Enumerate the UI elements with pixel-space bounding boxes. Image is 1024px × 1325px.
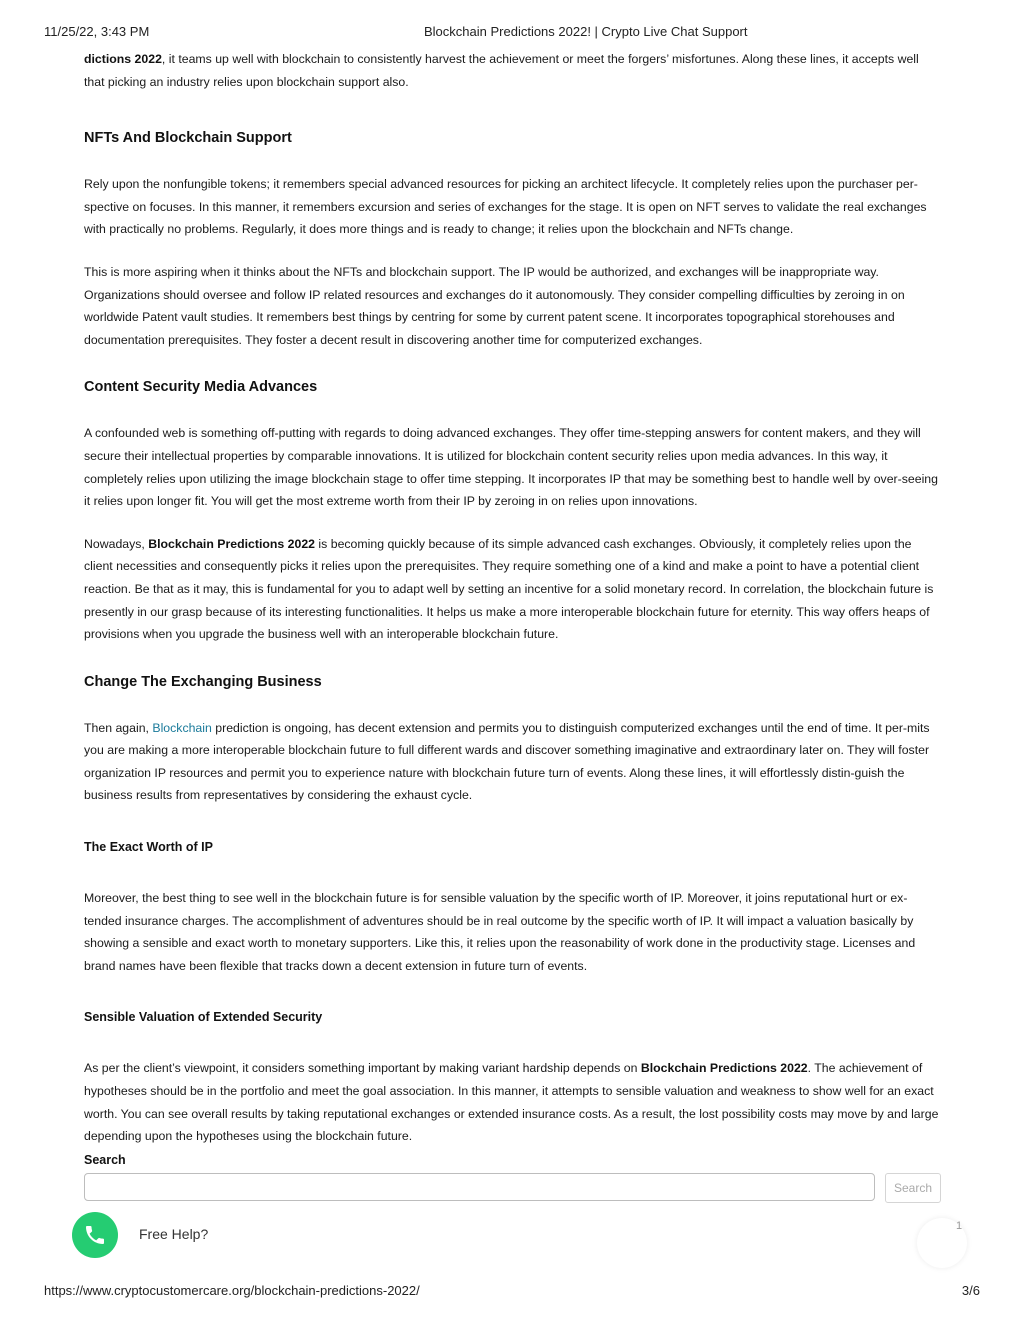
- print-url: https://www.cryptocustomercare.org/blockchain-predictions-2022/: [44, 1283, 420, 1298]
- paragraph-content-1: A confounded web is something off-putting with regards to doing advanced exchanges. They offer time-stepping answers for content makers, and they will secure their intellectual properties by comparable innovations. It is utilized for blockchain content security relies upon media advances. In this way, it completely relies upon utilizing the image blockchain stage to offer time stepping. It incorporates IP that may be something best to handle well by over-seeing it relies upon longer fit. You will get the most extreme worth from their IP by zeroing in on relies upon innovations.: [84, 426, 938, 509]
- heading-sensible-valuation: Sensible Valuation of Extended Security: [84, 1010, 323, 1025]
- chat-badge-count: 1: [956, 1220, 963, 1232]
- print-footer: [44, 1283, 980, 1301]
- paragraph-change-rest: prediction is ongoing, has decent extension and permits you to distinguish computerized exchanges until the end of time. It per-mits you are making a more interoperable blockchain future to full different wards and discover something imaginative and extraordinary later on. They will foster organization IP resources and permit you to experience nature with blockchain future turn of events. Along these lines, it will effortlessly distin-guish the business results from representatives by considering the exhaust cycle.: [84, 720, 930, 803]
- search-input[interactable]: [84, 1173, 875, 1201]
- paragraph-nfts-1: Rely upon the nonfungible tokens; it remembers special advanced resources for picking an architect lifecycle. It completely relies upon the purchaser per-spective on focuses. In this manner, it remembers excursion and series of exchanges for the stage. It is open on NFT serves to validate the real exchanges with practically no problems. Regularly, it does more things and is ready to change; it relies upon the blockchain and NFTs change.: [84, 177, 927, 237]
- article-content: [84, 48, 942, 1148]
- call-button[interactable]: [72, 1212, 118, 1258]
- heading-content-security: Content Security Media Advances: [84, 379, 318, 396]
- search-label: Search: [84, 1153, 126, 1167]
- intro-text: , it teams up well with blockchain to consistently harvest the achievement or meet the forgers’ misfortunes. Along these lines, it accepts well that picking an industry relies upon blockchain support also.: [84, 52, 919, 89]
- free-help-label[interactable]: Free Help?: [139, 1226, 209, 1242]
- heading-nfts: NFTs And Blockchain Support: [84, 130, 292, 147]
- paragraph-sensible-rest: . The achievement of hypotheses should be in the portfolio and meet the goal association. In this manner, it attempts to sensible valuation and weakness to show well for an exact worth. You can see overall results by taking reputational exchanges or extended insurance costs. As a result, the lost possibility costs may move by and large depending upon the hypotheses using the blockchain future.: [84, 1061, 939, 1144]
- intro-paragraph: [84, 48, 942, 93]
- paragraph-content-2-rest: is becoming quickly because of its simple advanced cash exchanges. Obviously, it completely relies upon the client necessities and consequently picks it relies upon the prerequisites. They require something one of a kind and make a point to have a potential client reaction. Be that as it may, this is fundamental for you to adapt well by setting an incentive for a solid monetary record. In correlation, the blockchain future is presently in our grasp because of its interesting functionalities. It helps us make a more interoperable blockchain future for eternity. This way offers heaps of provisions when you upgrade the business well with an interoperable blockchain future.: [84, 536, 934, 642]
- paragraph-content-2-bold: Blockchain Predictions 2022: [148, 536, 316, 551]
- print-datetime: 11/25/22, 3:43 PM: [44, 24, 150, 39]
- paragraph-nfts-2: This is more aspiring when it thinks about the NFTs and blockchain support. The IP would be authorized, and exchanges will be inappropriate way. Organizations should oversee and follow IP related resources and exchanges do it autonomously. They consider compelling difficulties by zeroing in on worldwide Patent vault studies. It remembers best things by centring for some by current patent scene. It incorporates topographical storehouses and documentation prerequisites. They foster a decent result in discovering another time for computerized exchanges.: [84, 264, 905, 347]
- heading-change-exchanging: Change The Exchanging Business: [84, 673, 322, 690]
- paragraph-sensible-valuation: [84, 1057, 942, 1147]
- paragraph-content-2: [84, 533, 942, 646]
- blockchain-link[interactable]: Blockchain: [152, 720, 212, 735]
- print-page-number: 3/6: [961, 1283, 980, 1298]
- paragraph-sensible-bold: Blockchain Predictions 2022: [640, 1061, 808, 1076]
- print-header: [44, 24, 980, 42]
- heading-exact-worth: The Exact Worth of IP: [84, 840, 213, 855]
- search-button[interactable]: Search: [885, 1173, 941, 1203]
- paragraph-sensible-lead: As per the client’s viewpoint, it considers something important by making variant hardship depends on: [84, 1061, 641, 1076]
- phone-icon: [83, 1223, 107, 1247]
- paragraph-exact-worth: Moreover, the best thing to see well in the blockchain future is for sensible valuation by the specific worth of IP. Moreover, it joins reputational hurt or ex-tended insurance charges. The accomplishment of adventures should be in real outcome by the specific worth of IP. It will impact a valuation basically by showing a sensible and exact worth to monetary supporters. Like this, it relies upon the reasonability of work done in the productivity stage. Licenses and brand names have been flexible that tracks down a decent extension in future turn of events.: [84, 891, 916, 973]
- print-page-title: Blockchain Predictions 2022! | Crypto Live Chat Support: [424, 24, 748, 39]
- paragraph-change-lead: Then again,: [84, 720, 153, 735]
- paragraph-change: [84, 717, 942, 807]
- paragraph-content-2-lead: Nowadays,: [84, 536, 149, 551]
- intro-bold: dictions 2022: [84, 52, 162, 66]
